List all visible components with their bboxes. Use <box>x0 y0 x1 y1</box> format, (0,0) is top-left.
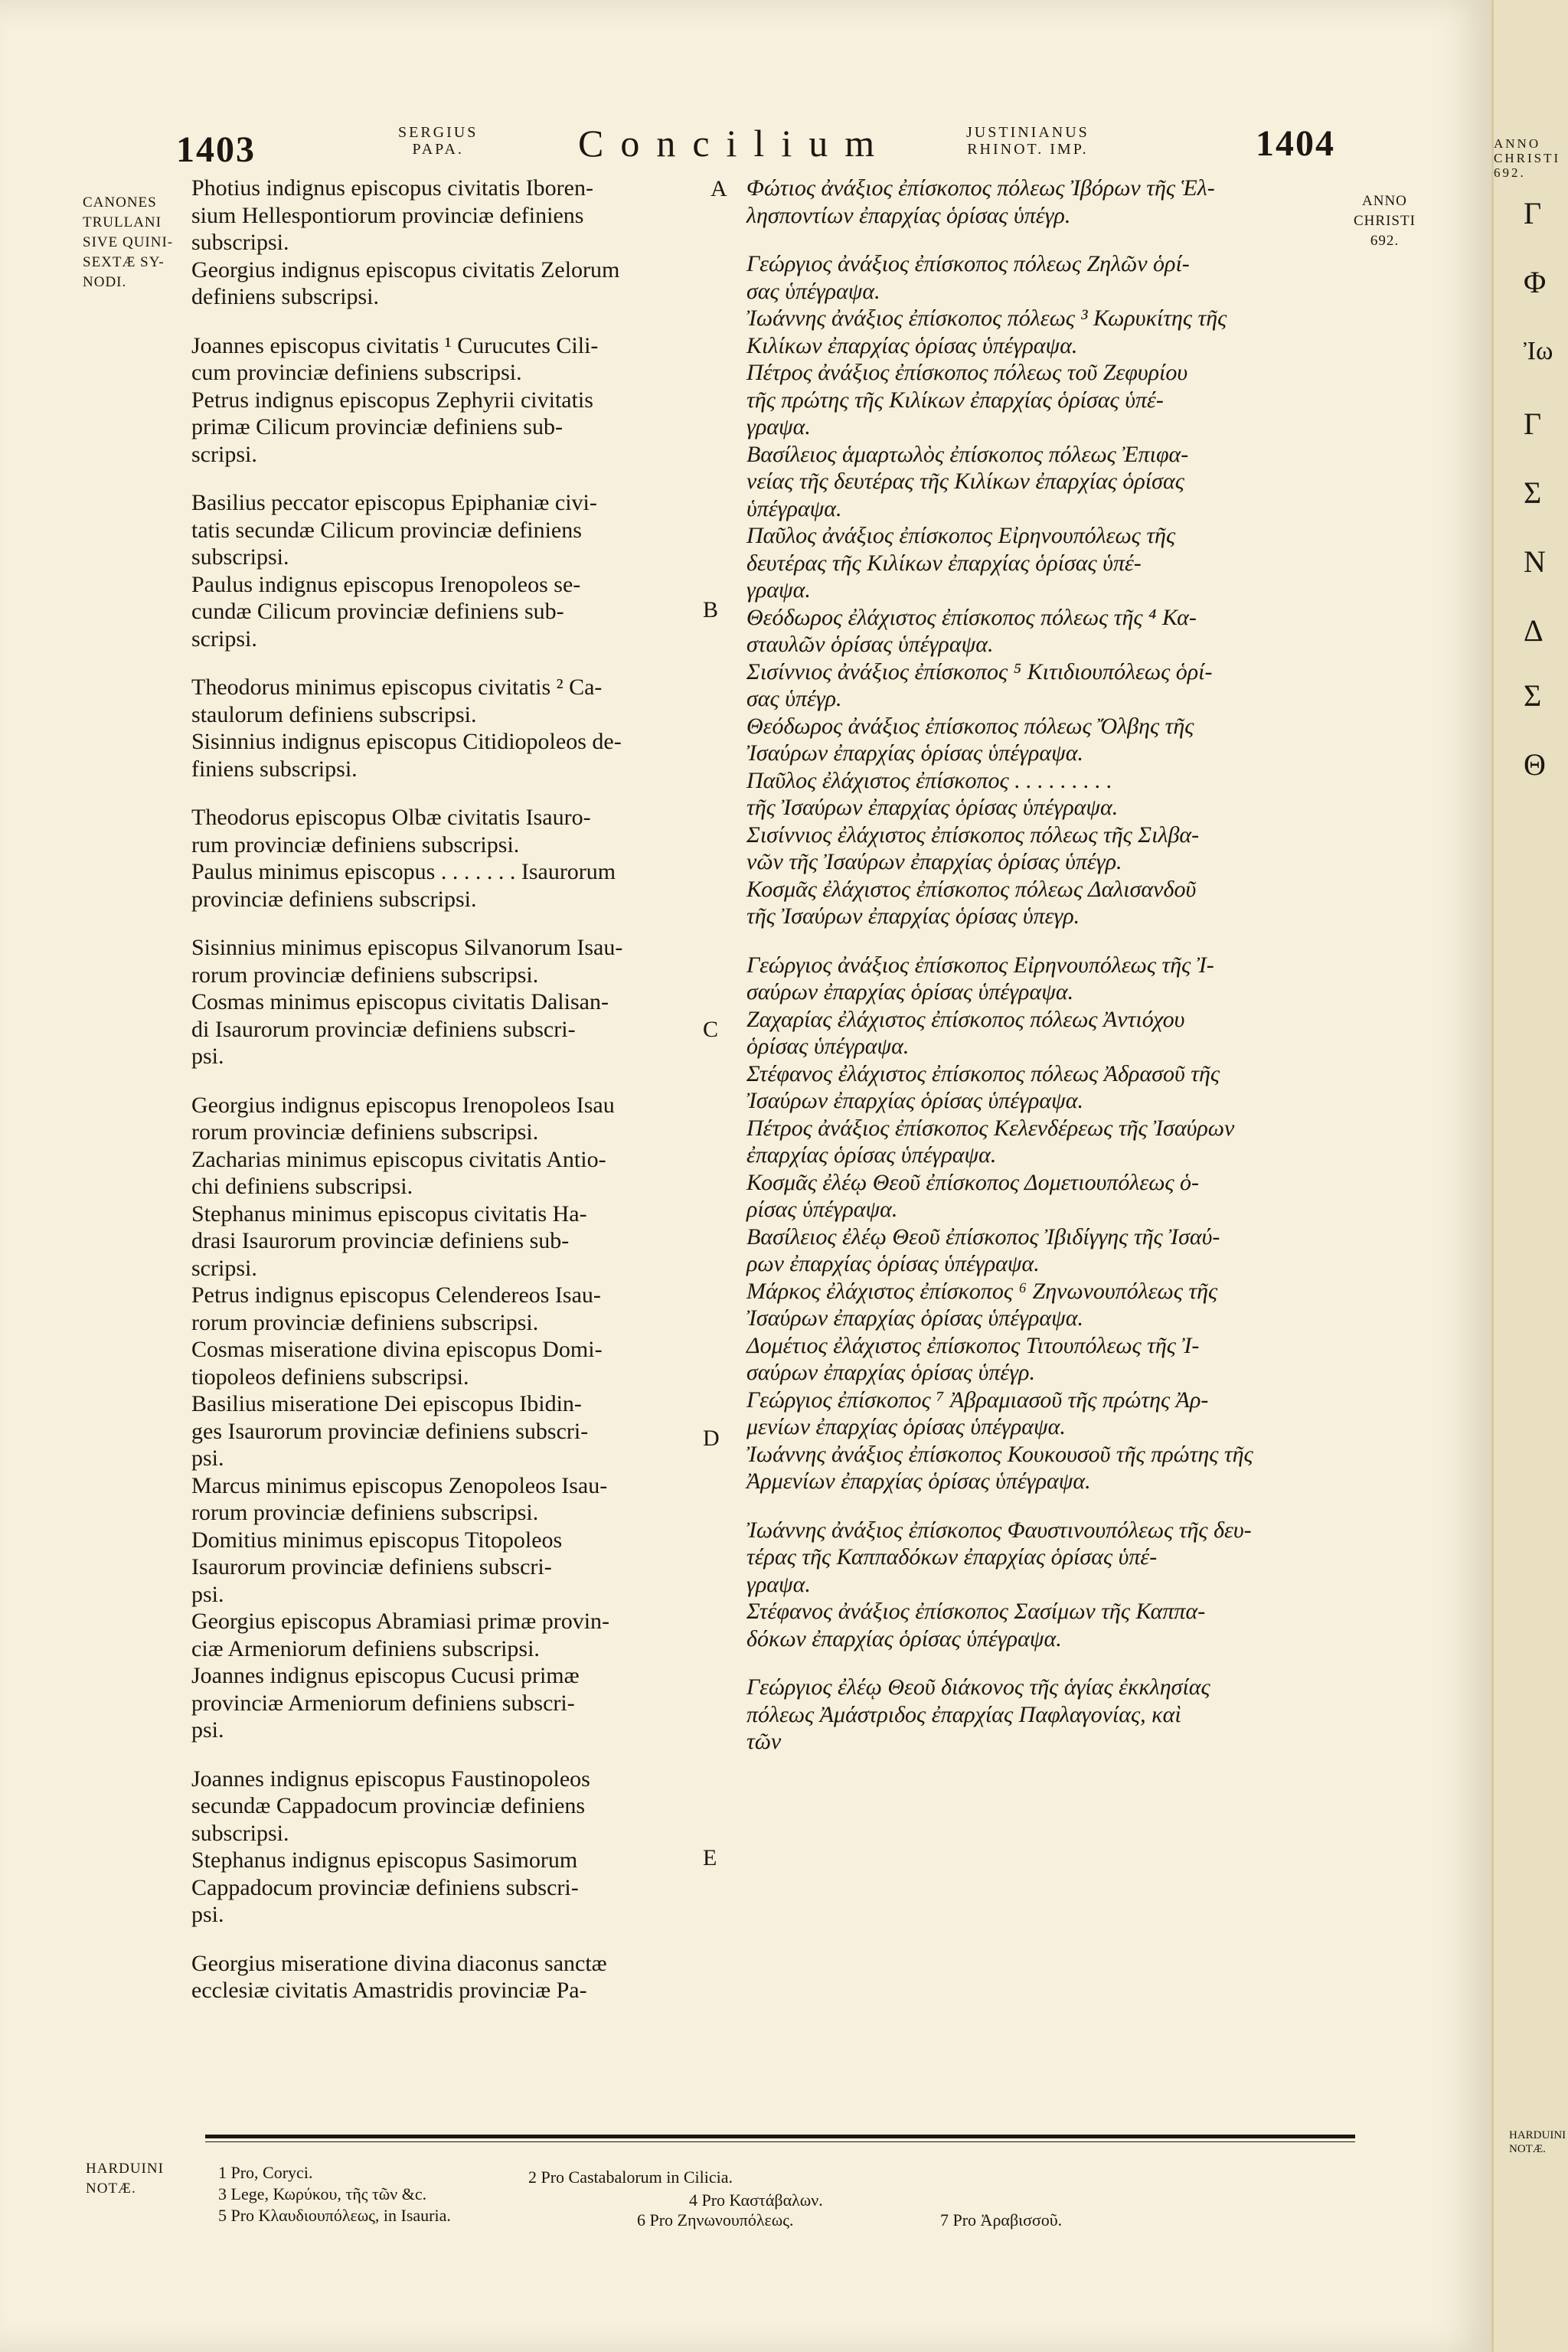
greek-signature-line: Ζαχαρίας ἐλάχιστος ἐπίσκοπος πόλεως Ἀντιόχου <box>746 1006 1185 1032</box>
greek-signature-line: γραψα. <box>746 414 811 439</box>
latin-signature <box>191 256 697 311</box>
latin-signature <box>191 1847 697 1929</box>
notes-heading-line: HARDUINI <box>86 2161 164 2177</box>
section-letter-c: C <box>703 1017 719 1042</box>
latin-signature <box>191 1662 697 1744</box>
latin-signature-line: cum provinciæ definiens subscripsi. <box>191 360 522 385</box>
greek-signature <box>746 441 1344 523</box>
latin-signature-line: primæ Cilicum provinciæ definiens sub- <box>191 414 563 439</box>
greek-signature-line: Κοσμᾶς ἐλέῳ Θεοῦ ἐπίσκοπος Δομετιουπόλεως ὁ- <box>746 1169 1200 1195</box>
footnote-6: 6 Pro Ζηνωνουπόλεως. <box>637 2210 794 2230</box>
greek-signature <box>746 1006 1344 1060</box>
next-page-running-line: ANNO <box>1494 136 1541 151</box>
left-page-number: 1403 <box>176 129 256 170</box>
latin-signature <box>191 489 697 571</box>
latin-signature <box>191 1092 697 1146</box>
greek-signature <box>746 1223 1344 1278</box>
latin-signature-line: Petrus indignus episcopus Celendereos Isau- <box>191 1282 601 1308</box>
latin-signature-line: psi. <box>191 1717 224 1743</box>
latin-signature-line: Georgius indignus episcopus civitatis Zelorum <box>191 256 620 283</box>
greek-signature-line: γραψα. <box>746 1571 811 1597</box>
running-head-left-line-2: PAPA. <box>412 141 464 158</box>
running-head-right-line-1: JUSTINIANUS <box>966 124 1089 141</box>
greek-signature-line: Κοσμᾶς ἐλάχιστος ἐπίσκοπος πόλεως Δαλισανδοῦ <box>746 876 1197 902</box>
latin-signature-line: Cosmas miseratione divina episcopus Domi- <box>191 1337 603 1362</box>
next-page-fragment: Ν <box>1524 544 1546 579</box>
latin-signature <box>191 387 697 469</box>
greek-signature-line: Σισίννιος ἀνάξιος ἐπίσκοπος ⁵ Κιτιδιουπόλεως ὁρί- <box>746 658 1213 684</box>
running-head-right-line-2: RHINOT. IMP. <box>967 141 1089 158</box>
latin-signature <box>191 1766 697 1847</box>
latin-signature-line: sium Hellespontiorum provinciæ definiens <box>191 202 584 228</box>
next-page-notes-heading-line: HARDUINI <box>1509 2129 1566 2141</box>
greek-signature-line: Στέφανος ἀνάξιος ἐπίσκοπος Σασίμων τῆς Καππα- <box>746 1599 1206 1624</box>
greek-signature-line: σταυλῶν ὁρίσας ὑπέγραψα. <box>746 632 994 657</box>
footnote-rule <box>205 2135 1355 2138</box>
greek-signature-line: Πέτρος ἀνάξιος ἐπίσκοπος Κελενδέρεως τῆς Ἰσαύρων <box>746 1115 1235 1141</box>
greek-signature-line: γραψα. <box>746 577 811 603</box>
greek-signature <box>746 1278 1344 1332</box>
greek-signature <box>746 1674 1344 1756</box>
latin-signature <box>191 1336 697 1390</box>
margin-note-left-line: NODI. <box>83 274 127 290</box>
latin-signature-line: secundæ Cappadocum provinciæ definiens <box>191 1793 586 1818</box>
greek-signature-line: σαύρων ἐπαρχίας ὁρίσας ὑπέγραψα. <box>746 979 1074 1004</box>
greek-signature-line: Στέφανος ἐλάχιστος ἐπίσκοπος πόλεως Ἀδρασοῦ τῆς <box>746 1060 1220 1086</box>
greek-signature <box>746 658 1344 713</box>
greek-signature-line: ὁρίσας ὑπέγραψα. <box>746 1034 910 1059</box>
greek-signature-line: δόκων ἐπαρχίας ὁρίσας ὑπέγραψα. <box>746 1625 1062 1651</box>
latin-column <box>191 175 697 2004</box>
greek-signature-line: δευτέρας τῆς Κιλίκων ἐπαρχίας ὁρίσας ὑπέ- <box>746 550 1142 576</box>
latin-signature-line: Marcus minimus episcopus Zenopoleos Isau- <box>191 1472 608 1498</box>
greek-signature-line: Ἰωάννης ἀνάξιος ἐπίσκοπος Φαυστινουπόλεως τῆς δευ- <box>746 1517 1252 1543</box>
next-page-fragment: Φ <box>1524 265 1547 299</box>
running-head-left <box>398 124 478 158</box>
next-page-fragment: Ἰω <box>1524 337 1553 365</box>
latin-signature-line: di Isaurorum provinciæ definiens subscri- <box>191 1016 576 1042</box>
greek-signature-line: Θεόδωρος ἐλάχιστος ἐπίσκοπος πόλεως τῆς ⁴ Κα- <box>746 604 1197 630</box>
greek-signature <box>746 876 1344 930</box>
greek-signature <box>746 1169 1344 1223</box>
next-page-running <box>1494 136 1560 180</box>
greek-signature-line: λησποντίων ἐπαρχίας ὁρίσας ὑπέγρ. <box>746 202 1071 228</box>
latin-signature-line: Sisinnius indignus episcopus Citidiopoleos de- <box>191 729 622 754</box>
greek-signature-line: Γεώργιος ἐλέῳ Θεοῦ διάκονος τῆς ἁγίας ἐκκλησίας <box>746 1674 1210 1700</box>
running-head-right <box>966 124 1089 158</box>
latin-signature-line: Stephanus indignus episcopus Sasimorum <box>191 1847 578 1873</box>
next-page-notes-heading <box>1509 2128 1566 2156</box>
greek-signature <box>746 713 1344 767</box>
latin-signature-line: finiens subscripsi. <box>191 756 358 782</box>
greek-signature-line: Ἰσαύρων ἐπαρχίας ὁρίσας ὑπέγραψα. <box>746 740 1083 766</box>
margin-note-left-line: CANONES <box>83 194 157 211</box>
latin-signature-line: Georgius indignus episcopus Irenopoleos Isau <box>191 1092 615 1118</box>
margin-note-left-line: TRULLANI <box>83 214 162 230</box>
greek-signature-line: Παῦλος ἐλάχιστος ἐπίσκοπος . . . . . . . . . <box>746 767 1112 793</box>
latin-signature-line: rorum provinciæ definiens subscripsi. <box>191 1500 539 1525</box>
greek-signature <box>746 1387 1344 1441</box>
notes-heading <box>86 2159 164 2199</box>
next-page-fragment: Σ <box>1524 475 1542 510</box>
latin-signature-line: subscripsi. <box>191 230 289 255</box>
greek-signature-line: τῆς Ἰσαύρων ἐπαρχίας ὁρίσας ὑπέγραψα. <box>746 795 1119 820</box>
greek-signature <box>746 767 1344 822</box>
footnote-2: 2 Pro Castabalorum in Cilicia. <box>528 2167 733 2187</box>
latin-signature-line: rorum provinciæ definiens subscripsi. <box>191 1309 539 1335</box>
greek-column <box>746 175 1344 1756</box>
latin-signature <box>191 1608 697 1662</box>
greek-signature-line: πόλεως Ἀμάστριδος ἐπαρχίας Παφλαγονίας, καὶ <box>746 1701 1181 1727</box>
greek-signature-line: Ἰσαύρων ἐπαρχίας ὁρίσας ὑπέγραψα. <box>746 1305 1083 1331</box>
greek-signature-line: σαύρων ἐπαρχίας ὁρίσας ὑπέγρ. <box>746 1360 1035 1385</box>
margin-note-right-line: 692. <box>1370 233 1400 249</box>
latin-signature-line: subscripsi. <box>191 544 289 570</box>
section-letter-b: B <box>703 597 719 622</box>
greek-signature-line: Ἰωάννης ἀνάξιος ἐπίσκοπος Κουκουσοῦ τῆς πρώτης τῆς <box>746 1441 1253 1467</box>
greek-signature <box>746 359 1344 441</box>
greek-signature-line: μενίων ἐπαρχίας ὁρίσας ὑπέγραψα. <box>746 1414 1066 1439</box>
latin-signature <box>191 728 697 782</box>
greek-signature-line: Σισίννιος ἐλάχιστος ἐπίσκοπος πόλεως τῆς Σιλβα- <box>746 822 1200 848</box>
margin-note-right-line: ANNO <box>1362 193 1407 209</box>
greek-signature-line: τῶν <box>746 1729 782 1754</box>
greek-signature-line: Ἰωάννης ἀνάξιος ἐπίσκοπος πόλεως ³ Κωρυκίτης τῆς <box>746 305 1227 331</box>
greek-signature-line: Γεώργιος ἀνάξιος ἐπίσκοπος πόλεως Ζηλῶν ὁρί- <box>746 251 1190 276</box>
margin-note-right-line: CHRISTI <box>1354 213 1416 229</box>
latin-signature-line: Basilius peccator episcopus Epiphaniæ civi- <box>191 490 597 515</box>
latin-signature <box>191 571 697 653</box>
running-head-left-line-1: SERGIUS <box>398 124 479 141</box>
greek-signature-line: ρίσας ὑπέγραψα. <box>746 1197 898 1222</box>
latin-signature-line: Domitius minimus episcopus Titopoleos <box>191 1527 563 1553</box>
next-page-running-line: 692. <box>1494 165 1526 180</box>
footnote-1: 1 Pro, Coryci. <box>218 2163 313 2182</box>
greek-signature-line: νῶν τῆς Ἰσαύρων ἐπαρχίας ὁρίσας ὑπέγρ. <box>746 849 1122 874</box>
latin-signature-line: subscripsi. <box>191 1820 289 1846</box>
latin-signature-line: Cappadocum provinciæ definiens subscri- <box>191 1874 579 1900</box>
section-letter-a: A <box>710 176 727 201</box>
margin-note-left <box>83 193 173 292</box>
greek-signature <box>746 1598 1344 1652</box>
footnote-7: 7 Pro Ἀραβισσοῦ. <box>940 2210 1063 2230</box>
latin-signature-line: staulorum definiens subscripsi. <box>191 701 477 727</box>
latin-signature-line: Theodorus episcopus Olbæ civitatis Isauro- <box>191 805 591 830</box>
latin-signature-line: tatis secundæ Cilicum provinciæ definiens <box>191 517 582 543</box>
page-title: Concilium <box>578 122 892 165</box>
greek-signature <box>746 1517 1344 1599</box>
latin-signature-line: cundæ Cilicum provinciæ definiens sub- <box>191 599 564 624</box>
greek-signature-line: Πέτρος ἀνάξιος ἐπίσκοπος πόλεως τοῦ Ζεφυρίου <box>746 360 1188 385</box>
section-letter-e: E <box>703 1845 717 1870</box>
latin-signature-line: ges Isaurorum provinciæ definiens subscri- <box>191 1418 589 1444</box>
next-page-fragment: Δ <box>1524 613 1544 648</box>
latin-signature-line: ecclesiæ civitatis Amastridis provinciæ Pa- <box>191 1978 587 2003</box>
greek-signature-line: ὑπέγραψα. <box>746 495 842 521</box>
latin-signature-line: Paulus indignus episcopus Irenopoleos se- <box>191 571 581 597</box>
latin-signature-line: Basilius miseratione Dei episcopus Ibidin- <box>191 1391 582 1416</box>
latin-signature-line: psi. <box>191 1044 224 1069</box>
next-page-fragment: Γ <box>1524 196 1542 230</box>
right-page-number: 1404 <box>1256 123 1335 164</box>
latin-signature-line: Zacharias minimus episcopus civitatis Antio- <box>191 1146 606 1172</box>
latin-signature <box>191 1472 697 1527</box>
latin-signature-line: scripsi. <box>191 1255 257 1281</box>
footnote-3: 3 Lege, Κωρύκου, τῆς τῶν &c. <box>218 2184 427 2203</box>
greek-signature-line: τέρας τῆς Καππαδόκων ἐπαρχίας ὁρίσας ὑπέ- <box>746 1544 1158 1570</box>
greek-signature <box>746 1060 1344 1115</box>
latin-signature-line: Theodorus minimus episcopus civitatis ² Ca- <box>191 675 603 700</box>
latin-signature-line: Sisinnius minimus episcopus Silvanorum Isau- <box>191 935 623 960</box>
latin-signature <box>191 1527 697 1609</box>
latin-signature-line: ciæ Armeniorum definiens subscripsi. <box>191 1635 540 1661</box>
greek-signature <box>746 822 1344 876</box>
latin-signature <box>191 175 697 256</box>
latin-signature-line: Joannes episcopus civitatis ¹ Curucutes Cili- <box>191 332 599 358</box>
latin-signature <box>191 674 697 728</box>
latin-signature <box>191 1200 697 1282</box>
latin-signature <box>191 858 697 913</box>
greek-signature <box>746 305 1344 359</box>
greek-signature-line: Θεόδωρος ἀνάξιος ἐπίσκοπος πόλεως Ὄλβης τῆς <box>746 713 1194 739</box>
greek-signature-line: Βασίλειος ἐλέῳ Θεοῦ ἐπίσκοπος Ἰβιδίγγης τῆς Ἰσαύ- <box>746 1223 1220 1250</box>
latin-signature-line: psi. <box>191 1581 224 1607</box>
next-page-fragment: Σ <box>1524 678 1542 713</box>
next-page-fragment: Θ <box>1524 747 1546 782</box>
latin-signature-line: tiopoleos definiens subscripsi. <box>191 1364 469 1390</box>
greek-signature <box>746 1441 1344 1495</box>
greek-signature <box>746 604 1344 658</box>
latin-signature <box>191 1146 697 1200</box>
latin-signature <box>191 332 697 387</box>
next-page-fragment: Γ <box>1524 407 1542 441</box>
footnote-rule-thin <box>205 2141 1355 2142</box>
greek-signature-line: ἐπαρχίας ὁρίσας ὑπέγραψα. <box>746 1142 997 1168</box>
latin-signature-line: Joannes indignus episcopus Faustinopoleos <box>191 1766 590 1792</box>
latin-signature <box>191 934 697 988</box>
latin-signature-line: provinciæ definiens subscripsi. <box>191 886 477 912</box>
next-page-notes-heading-line: NOTÆ. <box>1509 2143 1546 2155</box>
greek-signature-line: τῆς Ἰσαύρων ἐπαρχίας ὁρίσας ὑπεγρ. <box>746 903 1080 929</box>
latin-signature-line: definiens subscripsi. <box>191 284 379 309</box>
greek-signature <box>746 1115 1344 1169</box>
latin-signature-line: scripsi. <box>191 626 257 652</box>
latin-signature-line: Paulus minimus episcopus . . . . . . . Isaurorum <box>191 859 616 884</box>
section-letter-d: D <box>703 1426 720 1451</box>
latin-signature-line: scripsi. <box>191 441 257 467</box>
greek-signature <box>746 522 1344 604</box>
latin-signature-line: drasi Isaurorum provinciæ definiens sub- <box>191 1228 570 1253</box>
latin-signature-line: rorum provinciæ definiens subscripsi. <box>191 1119 539 1145</box>
greek-signature-line: Μάρκος ἐλάχιστος ἐπίσκοπος ⁶ Ζηνωνουπόλεως τῆς <box>746 1278 1218 1304</box>
latin-signature <box>191 1950 697 2004</box>
footnote-5: 5 Pro Κλαυδιουπόλεως, in Isauria. <box>218 2206 451 2225</box>
latin-signature-line: rorum provinciæ definiens subscripsi. <box>191 962 539 988</box>
greek-signature-line: Δομέτιος ἐλάχιστος ἐπίσκοπος Τιτουπόλεως τῆς Ἰ- <box>746 1332 1200 1358</box>
latin-signature-line: Georgius miseratione divina diaconus sanctæ <box>191 1950 607 1976</box>
greek-signature-line: Γεώργιος ἀνάξιος ἐπίσκοπος Εἰρηνουπόλεως τῆς Ἰ- <box>746 952 1214 978</box>
latin-signature-line: Photius indignus episcopus civitatis Iboren- <box>191 175 593 201</box>
greek-signature <box>746 952 1344 1006</box>
margin-note-left-line: SEXTÆ SY- <box>83 254 165 270</box>
greek-signature-line: Παῦλος ἀνάξιος ἐπίσκοπος Εἰρηνουπόλεως τῆς <box>746 523 1176 548</box>
latin-signature-line: chi definiens subscripsi. <box>191 1174 413 1199</box>
next-page-running-line: CHRISTI <box>1494 151 1561 165</box>
greek-signature-line: Κιλίκων ἐπαρχίας ὁρίσας ὑπέγραψα. <box>746 332 1078 358</box>
greek-signature-line: σας ὑπέγρ. <box>746 686 842 711</box>
greek-signature <box>746 175 1344 229</box>
greek-signature <box>746 1332 1344 1387</box>
footnote-4: 4 Pro Καστάβαλων. <box>689 2190 823 2210</box>
latin-signature-line: Cosmas minimus episcopus civitatis Dalisan- <box>191 989 609 1014</box>
greek-signature-line: σας ὑπέγραψα. <box>746 278 880 304</box>
latin-signature-line: Joannes indignus episcopus Cucusi primæ <box>191 1663 580 1688</box>
greek-signature-line: Γεώργιος ἐπίσκοπος ⁷ Ἀβραμιασοῦ τῆς πρώτης Ἀρ- <box>746 1387 1209 1413</box>
margin-note-right <box>1354 191 1416 251</box>
latin-signature-line: Stephanus minimus episcopus civitatis Ha- <box>191 1200 587 1227</box>
latin-signature-line: Petrus indignus episcopus Zephyrii civitatis <box>191 387 593 413</box>
greek-signature-line: Φώτιος ἀνάξιος ἐπίσκοπος πόλεως Ἰβόρων τῆς Ἑλ- <box>746 175 1215 201</box>
greek-signature-line: νείας τῆς δευτέρας τῆς Κιλίκων ἐπαρχίας ὁρίσας <box>746 469 1184 494</box>
latin-signature <box>191 1282 697 1336</box>
latin-signature-line: provinciæ Armeniorum definiens subscri- <box>191 1690 575 1716</box>
margin-note-left-line: SIVE QUINI- <box>83 234 174 250</box>
greek-signature-line: Ἀρμενίων ἐπαρχίας ὁρίσας ὑπέγραψα. <box>746 1468 1091 1494</box>
latin-signature <box>191 988 697 1070</box>
greek-signature-line: ρων ἐπαρχίας ὁρίσας ὑπέγραψα. <box>746 1251 1040 1276</box>
greek-signature-line: Βασίλειος ἁμαρτωλὸς ἐπίσκοπος πόλεως Ἐπιφα- <box>746 441 1189 467</box>
notes-heading-line: NOTÆ. <box>86 2180 136 2197</box>
greek-signature-line: τῆς πρώτης τῆς Κιλίκων ἐπαρχίας ὁρίσας ὑπέ- <box>746 387 1164 413</box>
latin-signature-line: psi. <box>191 1902 224 1927</box>
latin-signature-line: psi. <box>191 1446 224 1471</box>
latin-signature <box>191 1390 697 1472</box>
latin-signature-line: rum provinciæ definiens subscripsi. <box>191 831 520 858</box>
latin-signature <box>191 804 697 858</box>
greek-signature <box>746 250 1344 305</box>
latin-signature-line: Georgius episcopus Abramiasi primæ provin- <box>191 1609 610 1634</box>
latin-signature-line: Isaurorum provinciæ definiens subscri- <box>191 1554 552 1579</box>
greek-signature-line: Ἰσαύρων ἐπαρχίας ὁρίσας ὑπέγραψα. <box>746 1088 1083 1113</box>
